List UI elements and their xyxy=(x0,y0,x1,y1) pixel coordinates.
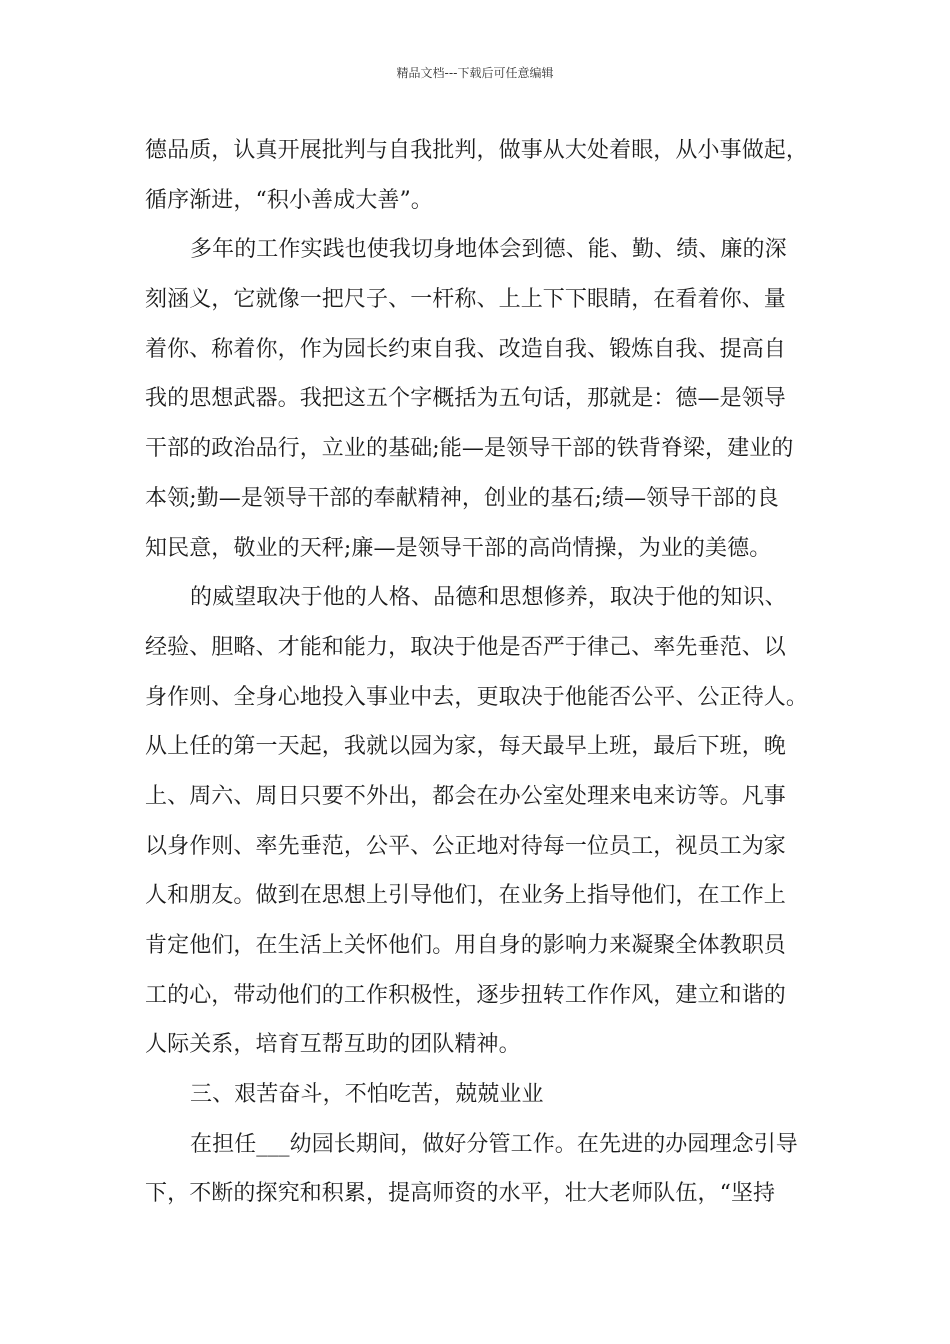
text-line: 我的思想武器。我把这五个字概括为五句话，那就是：德—是领导 xyxy=(145,386,786,412)
text-line: 上、周六、周日只要不外出，都会在办公室处理来电来访等。凡事 xyxy=(145,783,786,809)
text-line: 人和朋友。做到在思想上引导他们，在业务上指导他们，在工作上 xyxy=(145,883,786,909)
text-line: 刻涵义，它就像一把尺子、一杆称、上上下下眼睛，在看着你、量 xyxy=(145,287,786,313)
document-body xyxy=(145,126,825,1219)
section-heading: 三、艰苦奋斗，不怕吃苦，兢兢业业 xyxy=(190,1082,544,1108)
text-line: 本领;勤—是领导干部的奉献精神，创业的基石;绩—领导干部的良 xyxy=(145,485,779,511)
text-line: 下，不断的探究和积累，提高师资的水平，壮大老师队伍，“坚持 xyxy=(145,1181,776,1207)
paragraph-start-line: 多年的工作实践也使我切身地体会到德、能、勤、绩、廉的深 xyxy=(190,237,787,263)
text-line: 从上任的第一天起，我就以园为家，每天最早上班，最后下班，晚 xyxy=(145,734,786,760)
page-header: 精品文档---下载后可任意编辑 xyxy=(396,66,554,80)
text-line: 以身作则、率先垂范，公平、公正地对待每一位员工，视员工为家 xyxy=(145,833,786,859)
text-line: 人际关系，培育互帮互助的团队精神。 xyxy=(145,1032,521,1058)
text-line: 着你、称着你，作为园长约束自我、改造自我、锻炼自我、提高自 xyxy=(145,336,786,362)
text-line: 经验、胆略、才能和能力，取决于他是否严于律己、率先垂范、以 xyxy=(145,634,786,660)
text-line: 德品质，认真开展批判与自我批判，做事从大处着眼，从小事做起， xyxy=(145,138,809,163)
paragraph-start-line: 在担任___幼园长期间，做好分管工作。在先进的办园理念引导 xyxy=(190,1131,798,1157)
paragraph-start-line: 的威望取决于他的人格、品德和思想修养，取决于他的知识、 xyxy=(190,585,787,611)
text-line: 知民意，敬业的天秤;廉—是领导干部的高尚情操，为业的美德。 xyxy=(145,535,772,561)
text-line: 肯定他们，在生活上关怀他们。用自身的影响力来凝聚全体教职员 xyxy=(145,933,786,958)
text-line: 循序渐进，“积小善成大善”。 xyxy=(145,187,433,213)
text-line: 身作则、全身心地投入事业中去，更取决于他能否公平、公正待人。 xyxy=(145,684,809,710)
text-line: 工的心，带动他们的工作积极性，逐步扭转工作作风，建立和谐的 xyxy=(145,982,786,1008)
text-line: 干部的政治品行，立业的基础;能—是领导干部的铁背脊梁，建业的 xyxy=(145,436,794,462)
